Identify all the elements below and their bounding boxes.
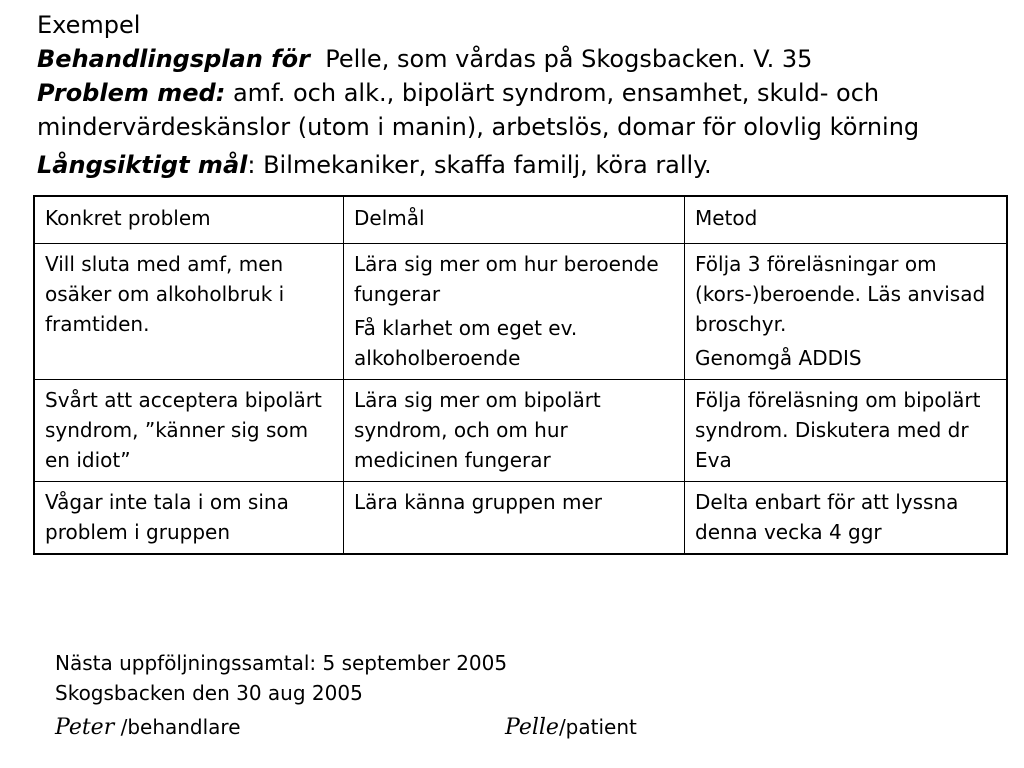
patient-signature (505, 712, 637, 743)
plan-line (37, 42, 1012, 76)
cell-text: Följa 3 föreläsningar om (kors-)beroende. Läs anvisad broschyr. (695, 252, 986, 336)
signature-row (55, 708, 755, 744)
plan-label: Behandlingsplan för (37, 45, 310, 73)
document-footer (55, 648, 755, 744)
column-header-goal: Delmål (344, 196, 685, 244)
problem-text: amf. och alk., bipolärt syndrom, ensamhet, skuld- och (232, 79, 880, 107)
problem-label: Problem med: (37, 79, 226, 107)
cell-goal (344, 482, 685, 555)
document-header (37, 8, 1012, 182)
problem-line-2: mindervärdeskänslor (utom i manin), arbetslös, domar för olovlig körning (37, 113, 920, 141)
cell-text: Vågar inte tala i om sina problem i gruppen (45, 490, 289, 544)
treatment-plan-table (33, 195, 1008, 555)
place-date: Skogsbacken den 30 aug 2005 (55, 681, 363, 705)
cell-goal (344, 380, 685, 482)
cell-goal (344, 244, 685, 380)
cell-text: Delta enbart för att lyssna denna vecka 4 ggr (695, 490, 959, 544)
column-header-problem: Konkret problem (34, 196, 344, 244)
goal-line (37, 148, 1012, 182)
cell-text: Lära känna gruppen mer (354, 490, 603, 514)
cell-text: Genomgå ADDIS (695, 346, 862, 370)
staff-signature (55, 712, 241, 743)
cell-method (685, 380, 1008, 482)
patient-role: /patient (558, 715, 637, 739)
cell-problem (34, 482, 344, 555)
goal-label: Långsiktigt mål (37, 151, 248, 179)
staff-role: /behandlare (114, 715, 241, 739)
table-row (34, 380, 1007, 482)
heading: Exempel (37, 11, 141, 39)
cell-text: Få klarhet om eget ev. alkoholberoende (354, 316, 578, 370)
cell-method (685, 482, 1008, 555)
cell-method (685, 244, 1008, 380)
table-row (34, 244, 1007, 380)
patient-name: Pelle (505, 715, 559, 740)
staff-name: Peter (55, 715, 115, 740)
cell-text: Lära sig mer om bipolärt syndrom, och om hur medicinen fungerar (354, 388, 601, 472)
cell-text: Svårt att acceptera bipolärt syndrom, ”känner sig som en idiot” (45, 388, 322, 472)
cell-text: Vill sluta med amf, men osäker om alkoholbruk i framtiden. (45, 252, 285, 336)
cell-text: Följa föreläsning om bipolärt syndrom. Diskutera med dr Eva (695, 388, 981, 472)
problem-line (37, 76, 1012, 110)
goal-text: : Bilmekaniker, skaffa familj, köra rally. (247, 151, 712, 179)
next-followup: Nästa uppföljningssamtal: 5 september 2005 (55, 651, 508, 675)
cell-problem (34, 380, 344, 482)
column-header-method: Metod (685, 196, 1008, 244)
table-row (34, 482, 1007, 555)
plan-text: Pelle, som vårdas på Skogsbacken. V. 35 (325, 45, 813, 73)
table-header-row (34, 196, 1007, 244)
cell-text: Lära sig mer om hur beroende fungerar (354, 252, 659, 306)
cell-problem (34, 244, 344, 380)
